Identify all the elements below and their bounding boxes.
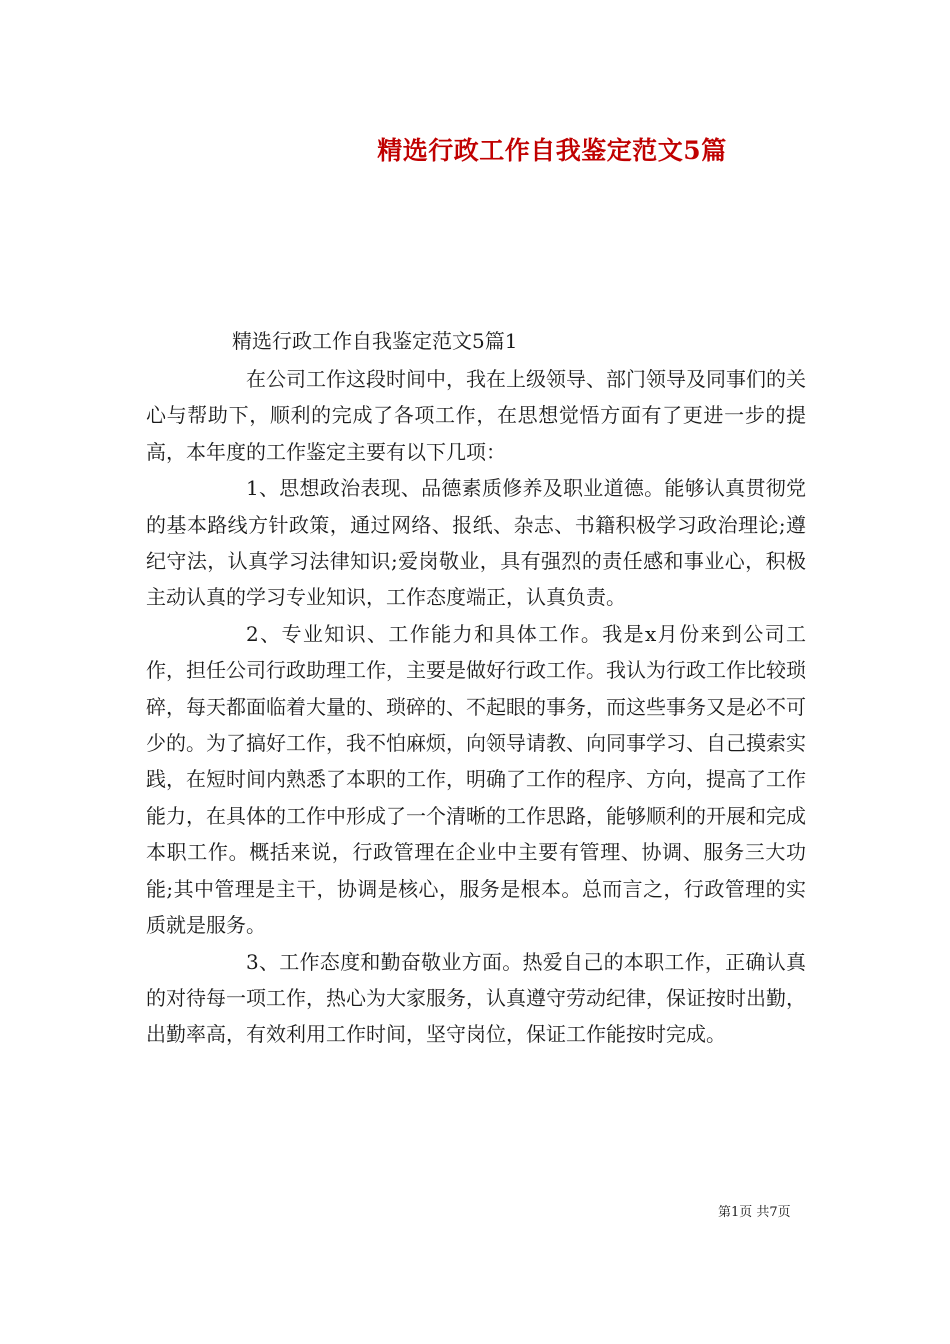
document-title: 精选行政工作自我鉴定范文5篇 — [377, 136, 727, 165]
body-paragraph: 在公司工作这段时间中，我在上级领导、部门领导及同事们的关心与帮助下，顺利的完成了各项工作，在思想觉悟方面有了更进一步的提高，本年度的工作鉴定主要有以下几项： — [146, 367, 806, 464]
document-body — [146, 361, 806, 1053]
section-heading: 精选行政工作自我鉴定范文5篇1 — [232, 329, 518, 353]
page-number-footer: 第1页 共7页 — [718, 1205, 791, 1220]
body-paragraph: 3、工作态度和勤奋敬业方面。热爱自己的本职工作，正确认真的对待每一项工作，热心为大家服务，认真遵守劳动纪律，保证按时出勤，出勤率高，有效利用工作时间，坚守岗位，保证工作能按时完成。 — [146, 949, 806, 1047]
body-paragraph: 2、专业知识、工作能力和具体工作。我是x月份来到公司工作，担任公司行政助理工作，主要是做好行政工作。我认为行政工作比较琐碎，每天都面临着大量的、琐碎的、不起眼的事务，而这些事务又是必不可少的。为了搞好工作，我不怕麻烦，向领导请教、向同事学习、自己摸索实践，在短时间内熟悉了本职的工作，明确了工作的程序、方向，提高了工作能力，在具体的工作中形成了一个清晰的工作思路，能够顺利的开展和完成本职工作。概括来说，行政管理在企业中主要有管理、协调、服务三大功能;其中管理是主干，协调是核心，服务是根本。总而言之，行政管理的实质就是服务。 — [146, 621, 806, 938]
body-paragraph: 1、思想政治表现、品德素质修养及职业道德。能够认真贯彻党的基本路线方针政策，通过网络、报纸、杂志、书籍积极学习政治理论;遵纪守法，认真学习法律知识;爱岗敬业，具有强烈的责任感和事业心，积极主动认真的学习专业知识，工作态度端正，认真负责。 — [146, 476, 806, 610]
